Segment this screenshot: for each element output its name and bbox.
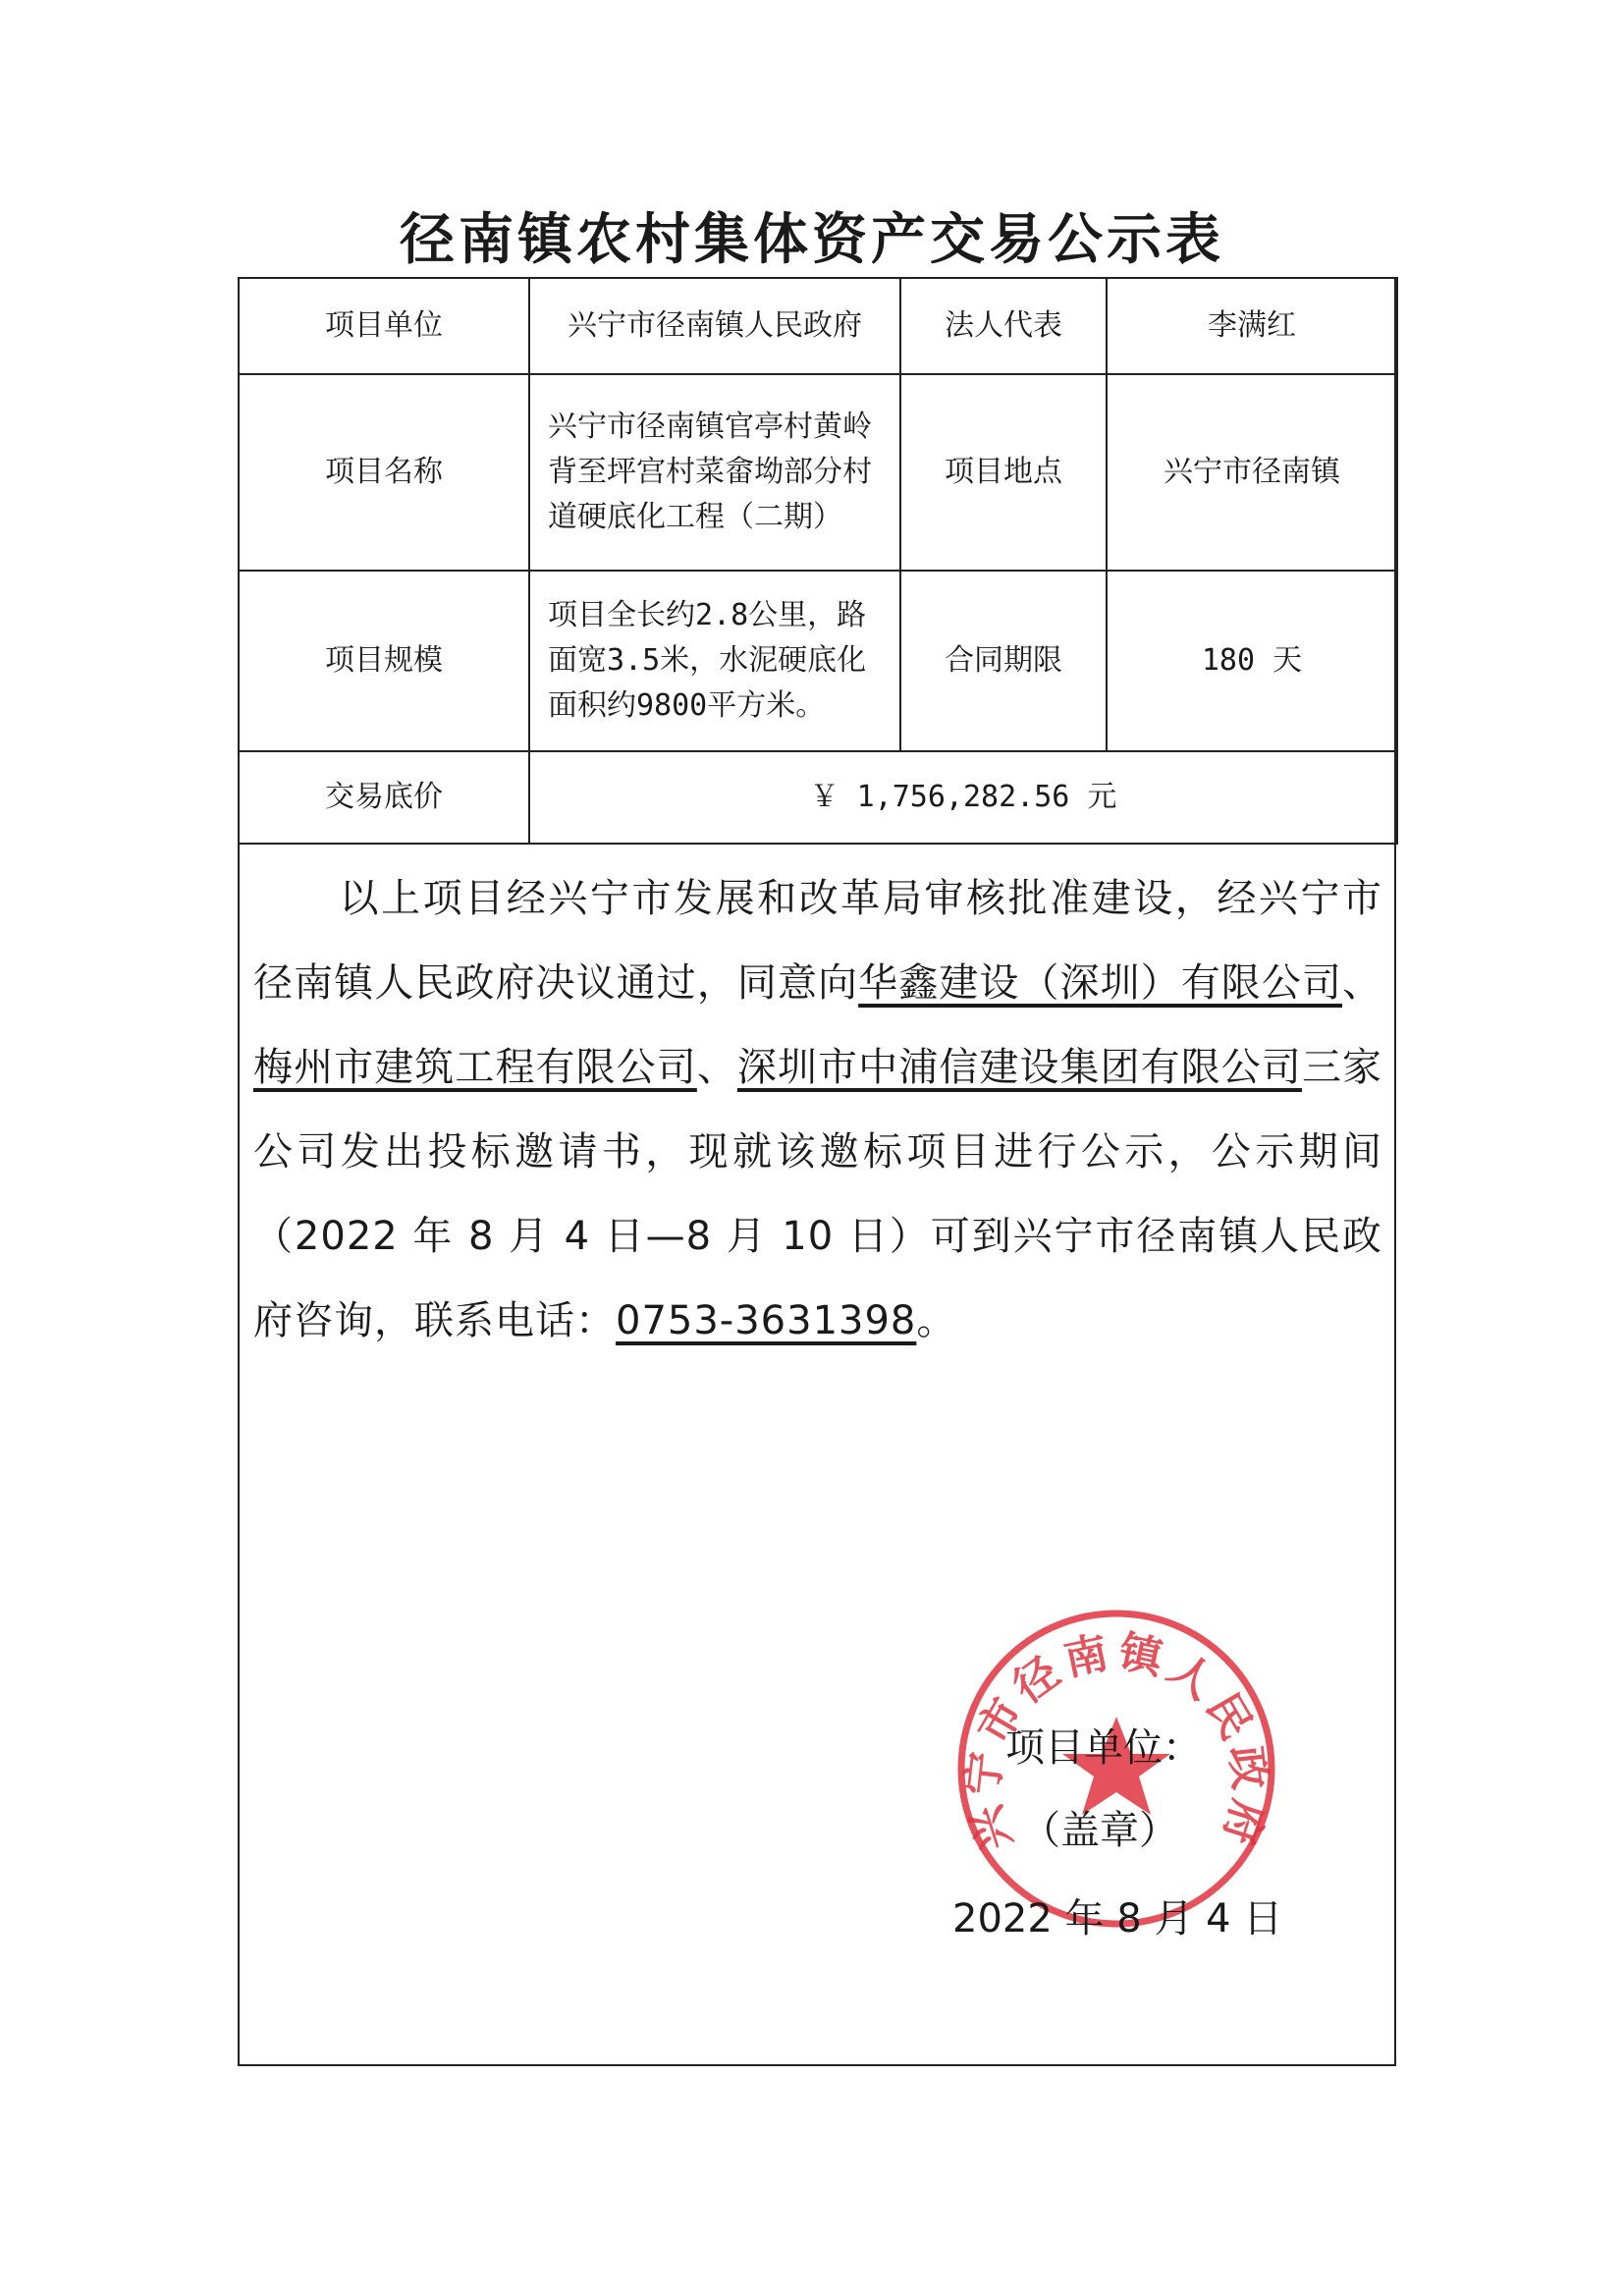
name-label: 项目名称 xyxy=(239,374,529,571)
svg-text:兴宁市径南镇人民政府: 兴宁市径南镇人民政府 xyxy=(957,1626,1275,1857)
table-row xyxy=(239,374,1397,571)
location-label: 项目地点 xyxy=(900,374,1107,571)
term-value: 180 天 xyxy=(1107,571,1397,751)
unit-value: 兴宁市径南镇人民政府 xyxy=(529,278,900,374)
term-label: 合同期限 xyxy=(900,571,1107,751)
phone-number: 0753-3631398 xyxy=(616,1298,917,1343)
scale-value: 项目全长约2.8公里，路面宽3.5米，水泥硬底化面积约9800平方米。 xyxy=(529,571,900,751)
company-name: 梅州市建筑工程有限公司 xyxy=(253,1045,697,1090)
notice-end: 。 xyxy=(916,1298,957,1343)
signature-unit: 项目单位： xyxy=(1005,1725,1202,1771)
signature-date: 2022 年 8 月 4 日 xyxy=(952,1896,1283,1941)
rep-value: 李满红 xyxy=(1107,278,1397,374)
table-row xyxy=(239,278,1397,374)
table-row xyxy=(239,751,1397,844)
signature-stamp: （盖章） xyxy=(1021,1808,1178,1853)
price-value: ￥ 1,756,282.56 元 xyxy=(529,751,1397,844)
info-table xyxy=(238,277,1398,845)
notice-text: 三家公司发出投标邀请书，现就该邀标项目进行公示，公示期间（2022 年 8 月 4 日—8 月 10 日）可到兴宁市径南镇人民政府咨询，联系电话： xyxy=(253,1045,1383,1343)
rep-label: 法人代表 xyxy=(900,278,1107,374)
unit-label: 项目单位 xyxy=(239,278,529,374)
separator: 、 xyxy=(1342,960,1383,1006)
company-name: 深圳市中浦信建设集团有限公司 xyxy=(736,1045,1302,1090)
scale-label: 项目规模 xyxy=(239,571,529,751)
page-title: 径南镇农村集体资产交易公示表 xyxy=(400,208,1224,272)
notice-paragraph xyxy=(253,856,1382,1363)
location-value: 兴宁市径南镇 xyxy=(1107,374,1397,571)
company-name: 华鑫建设（深圳）有限公司 xyxy=(858,960,1343,1006)
notice-text: 以上项目经兴宁市发展和改革局审核批准建设，经兴宁市径南镇人民政府决议通过，同意向 xyxy=(253,876,1382,1006)
price-label: 交易底价 xyxy=(239,751,529,844)
name-value: 兴宁市径南镇官亭村黄岭背至坪宫村菜畲坳部分村道硬底化工程（二期） xyxy=(529,374,900,571)
separator: 、 xyxy=(696,1045,737,1090)
table-row xyxy=(239,571,1397,751)
